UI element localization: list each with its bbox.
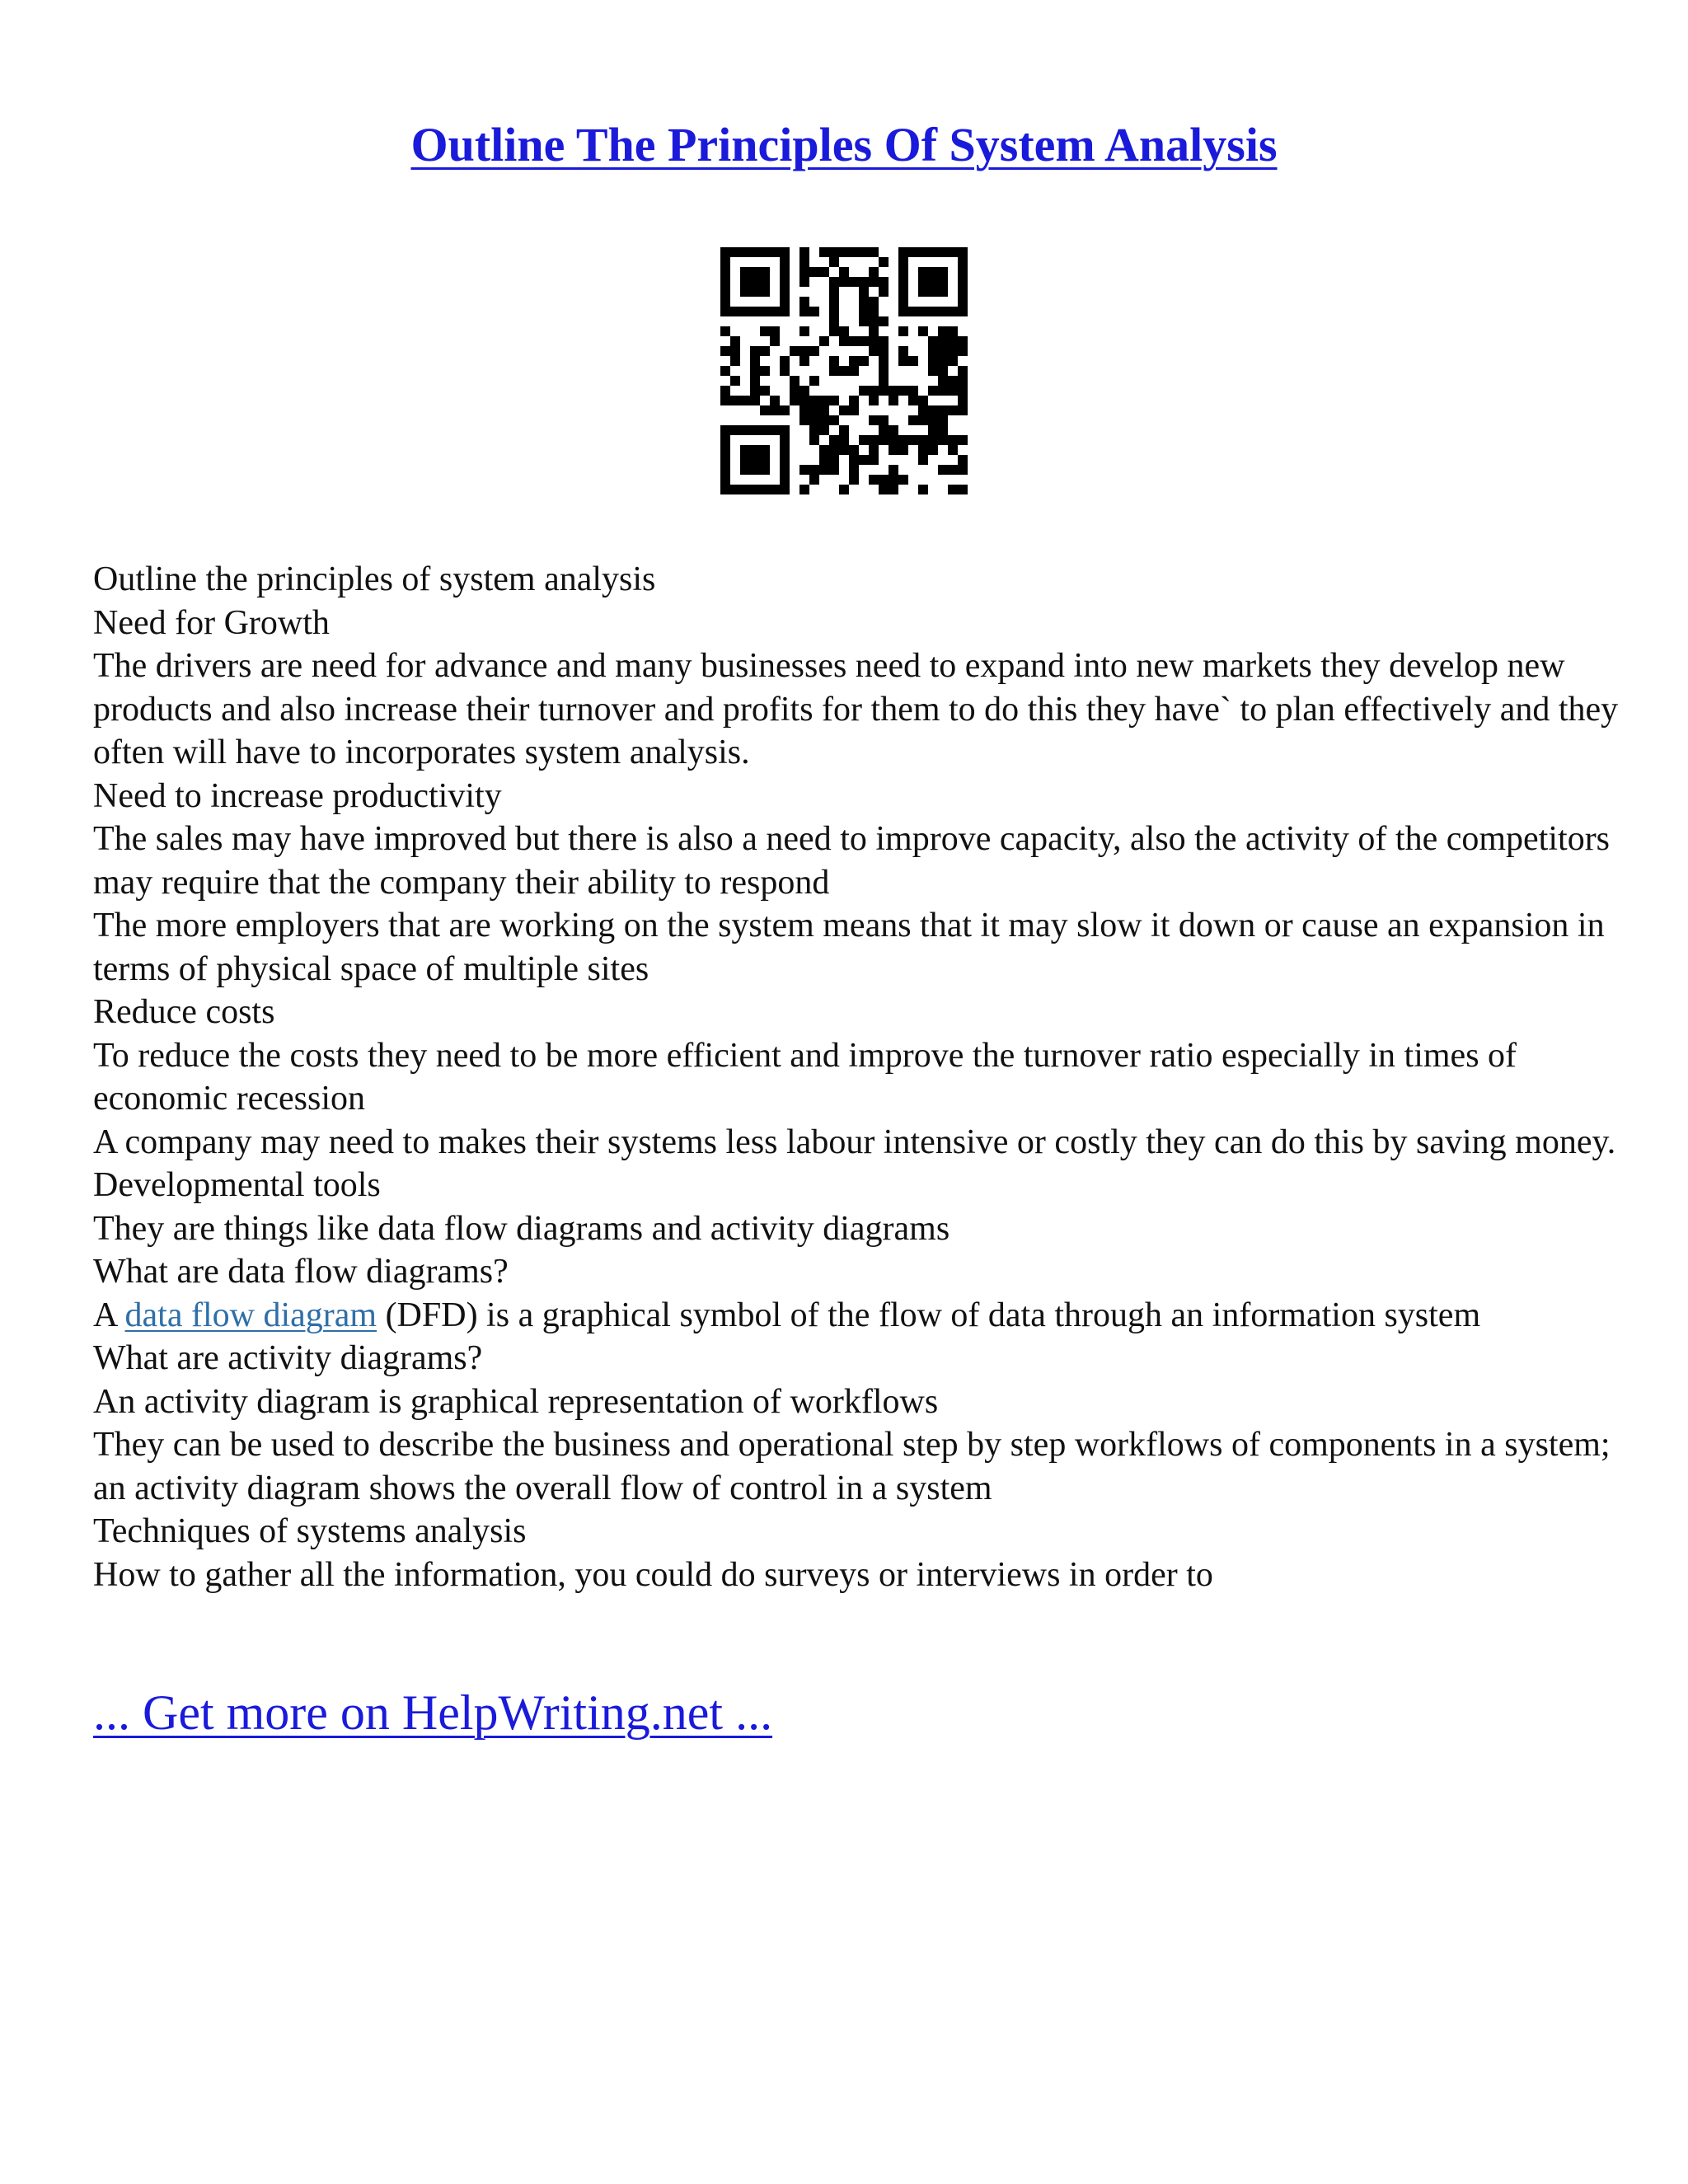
- body-paragraph: A company may need to makes their systems less labour intensive or costly they can do this by saving money.: [93, 1122, 1616, 1161]
- dfd-definition: [93, 1294, 1626, 1338]
- get-more-link[interactable]: ... Get more on HelpWriting.net ...: [93, 1685, 773, 1740]
- title-link[interactable]: Outline The Principles Of System Analysis: [410, 118, 1278, 171]
- more-link-container: [93, 1681, 772, 1744]
- body-paragraph: How to gather all the information, you could do surveys or interviews in order to: [93, 1555, 1213, 1594]
- section-heading-costs: Reduce costs: [93, 993, 275, 1031]
- body-paragraph: The more employers that are working on the system means that it may slow it down or cause an expansion in terms of physical space of multiple sites: [93, 907, 1605, 988]
- question-line: What are data flow diagrams?: [93, 1253, 509, 1291]
- data-flow-diagram-link[interactable]: data flow diagram: [124, 1296, 377, 1334]
- body-paragraph: They are things like data flow diagrams and activity diagrams: [93, 1209, 950, 1248]
- body-paragraph: To reduce the costs they need to be more efficient and improve the turnover ratio especially in times of economic recession: [93, 1036, 1517, 1118]
- section-heading-techniques: Techniques of systems analysis: [93, 1512, 527, 1550]
- dfd-suffix: (DFD) is a graphical symbol of the flow of data through an information system: [377, 1296, 1481, 1334]
- section-heading-tools: Developmental tools: [93, 1166, 381, 1204]
- article-body: [93, 558, 1626, 1596]
- page-title: [0, 115, 1688, 175]
- body-line: Outline the principles of system analysis: [93, 560, 656, 598]
- section-heading-productivity: Need to increase productivity: [93, 776, 502, 815]
- body-paragraph: The drivers are need for advance and many businesses need to expand into new markets they develop new products and also increase their turnover and profits for them to do this they have` to plan effectively and they often will have to incorporates system analysis.: [93, 647, 1619, 771]
- body-paragraph: They can be used to describe the business and operational step by step workflows of components in a system; an activity diagram shows the overall flow of control in a system: [93, 1426, 1611, 1507]
- dfd-prefix: A: [93, 1296, 125, 1334]
- question-line: What are activity diagrams?: [93, 1339, 483, 1377]
- qr-code-image: [720, 247, 968, 494]
- section-heading-growth: Need for Growth: [93, 603, 330, 642]
- body-paragraph: An activity diagram is graphical representation of workflows: [93, 1382, 939, 1421]
- body-paragraph: The sales may have improved but there is also a need to improve capacity, also the activity of the competitors may require that the company their ability to respond: [93, 820, 1611, 902]
